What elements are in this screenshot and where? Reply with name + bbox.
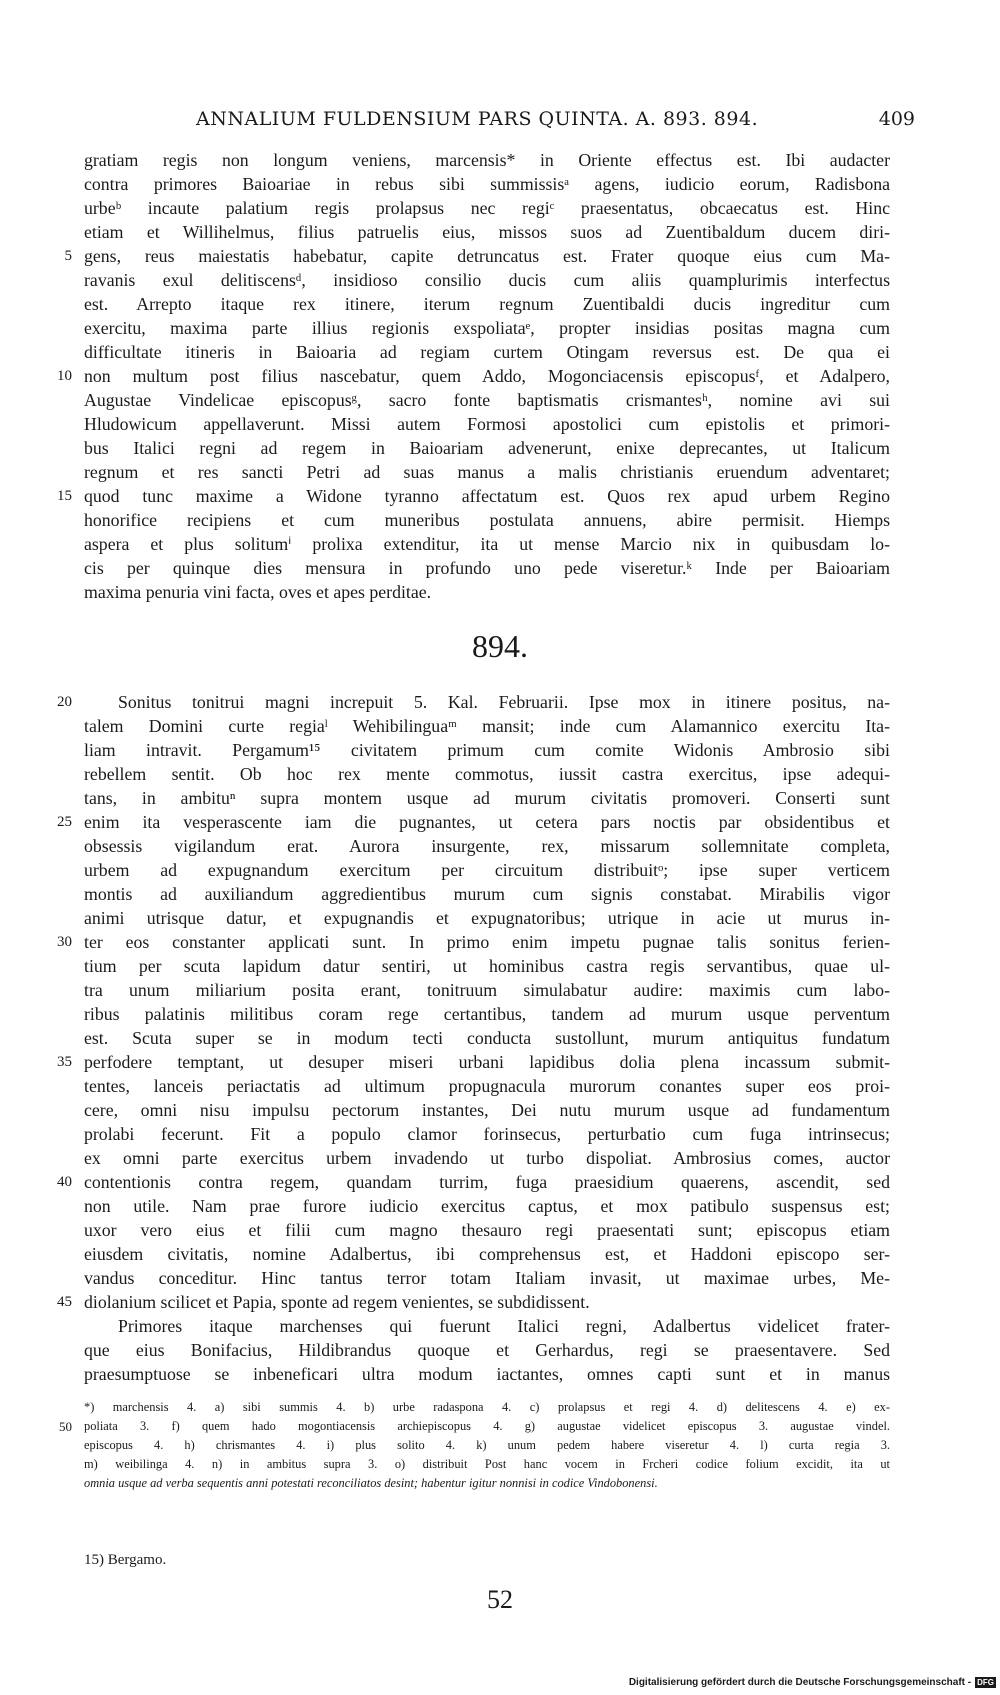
text-line: tra unum miliarium posita erant, tonitruum simulabatur audire: maximis cum labo-	[84, 980, 890, 1000]
footnote-line: omnia usque ad verba sequentis anni potestati reconciliatos desint; habentur igitur nonnisi in codice Vindobonensi.	[84, 1476, 658, 1490]
text-line: praesumptuose se inbeneficari ultra modum iactantes, omnes capti sunt et in manus	[84, 1364, 890, 1384]
line-number: 10	[57, 368, 72, 384]
line-number: 45	[57, 1294, 72, 1310]
year-heading: 894.	[472, 628, 528, 664]
text-line: uxor vero eius et filii cum magno thesauro regi praesentati sunt; episcopus etiam	[84, 1220, 890, 1240]
text-line: etiam et Willihelmus, filius patruelis eius, missos suos ad Zuentibaldum ducem diri-	[84, 222, 890, 242]
text-line: difficultate itineris in Baioaria ad regiam curtem Otingam reversus est. De qua ei	[84, 342, 890, 362]
endnote: 15) Bergamo.	[84, 1552, 167, 1568]
text-line: exercitu, maxima parte illius regionis exspoliataᵉ, propter insidias positas magna cum	[84, 318, 890, 338]
sheet-signature: 52	[487, 1585, 513, 1614]
text-line: quod tunc maxime a Widone tyranno affectatum est. Quos rex apud urbem Regino	[84, 486, 890, 506]
footnote-line: *) marchensis 4. a) sibi summis 4. b) urbe radaspona 4. c) prolapsus et regi 4. d) delitescens 4. e) ex-	[84, 1400, 890, 1414]
text-line: contentionis contra regem, quandam turrim, fuga praesidium quaerens, ascendit, sed	[84, 1172, 890, 1192]
text-line: rebellem sentit. Ob hoc rex mente commotus, iussit castra exercitus, ipse adequi-	[84, 764, 890, 784]
text-line: vandus conceditur. Hinc tantus terror totam Italiam invasit, ut maximae urbes, Me-	[84, 1268, 890, 1288]
line-number: 30	[57, 934, 72, 950]
text-line: prolabi fecerunt. Fit a populo clamor forinsecus, perturbatio cum fuga intrinsecus;	[84, 1124, 890, 1144]
running-title: ANNALIUM FULDENSIUM PARS QUINTA. A. 893. 894.	[196, 108, 759, 130]
text-line: ex omni parte exercitus urbem invadendo ut turbo dispoliat. Ambrosius comes, auctor	[84, 1148, 890, 1168]
text-line: aspera et plus solitumⁱ prolixa extenditur, ita ut mense Marcio nix in quibusdam lo-	[84, 534, 890, 554]
text-line: talem Domini curte regiaˡ Wehibilinguaᵐ mansit; inde cum Alamannico exercitu Ita-	[84, 716, 890, 736]
digitization-credit	[629, 1677, 996, 1688]
text-line: Primores itaque marchenses qui fuerunt Italici regni, Adalbertus videlicet frater-	[118, 1316, 890, 1336]
text-line: urbeᵇ incaute palatium regis prolapsus nec regiᶜ praesentatus, obcaecatus est. Hinc	[84, 198, 890, 218]
text-line: tans, in ambituⁿ supra montem usque ad murum civitatis promoveri. Conserti sunt	[84, 788, 890, 808]
text-line: non multum post filius nascebatur, quem Addo, Mogonciacensis episcopusᶠ, et Adalpero,	[84, 366, 890, 386]
footnote-line: poliata 3. f) quem hado mogontiacensis archiepiscopus 4. g) augustae videlicet episcopus 3. augustae vindel.	[84, 1419, 890, 1433]
text-line: urbem ad expugnandum exercitum per circuitum distribuitᵒ; ipse super verticem	[84, 860, 890, 880]
text-line: cis per quinque dies mensura in profundo uno pede viseretur.ᵏ Inde per Baioariam	[84, 558, 890, 578]
text-line: est. Arrepto itaque rex itinere, iterum regnum Zuentibaldi ducis ingreditur cum	[84, 294, 890, 314]
text-line: ravanis exul delitiscensᵈ, insidioso consilio ducis cum aliis quamplurimis interfectus	[84, 270, 890, 290]
line-number: 40	[57, 1174, 72, 1190]
text-line: perfodere temptant, ut desuper miseri urbani lapidibus dolia plena incassum submit-	[84, 1052, 890, 1072]
text-line: animi utrisque datur, et expugnandis et expugnatoribus; utrique in acie ut murus in-	[84, 908, 890, 928]
text-line: tium per scuta lapidum datur sentiri, ut hominibus castra regis servantibus, quae ul-	[84, 956, 890, 976]
dfg-logo: DFG	[977, 1678, 994, 1687]
text-line: non utile. Nam prae furore iudicio exercitus captus, et mox patibulo suspensus est;	[84, 1196, 890, 1216]
text-line: ter eos constanter applicati sunt. In primo enim impetu pugnae talis sonitus ferien-	[84, 932, 890, 952]
text-line: enim ita vesperascente iam die pugnantes, ut cetera pars noctis par obsidentibus et	[84, 812, 890, 832]
text-line: obsessis vigilandum erat. Aurora insurgente, rex, missarum sollemnitate completa,	[84, 836, 890, 856]
text-line: bus Italici regni ad regem in Baioariam advenerunt, enixe deprecantes, ut Italicum	[84, 438, 890, 458]
text-line: montis ad auxiliandum aggredientibus murum cum signis constabat. Mirabilis vigor	[84, 884, 890, 904]
footnote-line: episcopus 4. h) chrismantes 4. i) plus solito 4. k) unum pedem habere viseretur 4. l) curta regia 3.	[84, 1438, 890, 1452]
line-number: 20	[57, 694, 72, 710]
footnote-line-number: 50	[59, 1419, 72, 1434]
text-line: est. Scuta super se in modum tecti conducta sustollunt, murum antiquitus fundatum	[84, 1028, 890, 1048]
page-number: 409	[878, 108, 915, 130]
text-line: maxima penuria vini facta, oves et apes perditae.	[84, 582, 432, 602]
text-line: honorifice recipiens et cum muneribus postulata annuens, abire permisit. Hiemps	[84, 510, 890, 530]
line-number: 5	[64, 248, 72, 264]
line-number: 35	[57, 1054, 72, 1070]
line-number: 15	[57, 488, 72, 504]
text-line: liam intravit. Pergamum¹⁵ civitatem primum cum comite Widonis Ambrosio sibi	[84, 740, 890, 760]
text-line: gens, reus maiestatis habebatur, capite detruncatus est. Frater quoque eius cum Ma-	[84, 246, 890, 266]
running-header	[80, 108, 915, 138]
text-line: Hludowicum appellaverunt. Missi autem Formosi apostolici cum epistolis et primori-	[84, 414, 890, 434]
text-line: que eius Bonifacius, Hildibrandus quoque et Gerhardus, regi se praesentavere. Sed	[84, 1340, 890, 1360]
text-line: tentes, lanceis periactatis ad ultimum propugnacula murorum conantes super eos proi-	[84, 1076, 890, 1096]
footnote-line: m) weibilinga 4. n) in ambitus supra 3. o) distribuit Post hanc vocem in Frcheri codice folium excidit, ita ut	[84, 1457, 890, 1471]
text-line: cere, omni nisu impulsu pectorum instantes, Dei nutu murum usque ad fundamentum	[84, 1100, 890, 1120]
text-line: gratiam regis non longum veniens, marcensis* in Oriente effectus est. Ibi audacter	[84, 150, 890, 170]
line-number: 25	[57, 814, 72, 830]
text-line: Augustae Vindelicae episcopusᵍ, sacro fonte baptismatis crismantesʰ, nomine avi sui	[84, 390, 890, 410]
text-line: diolanium scilicet et Papia, sponte ad regem venientes, se subdidissent.	[84, 1292, 590, 1312]
text-line: contra primores Baioariae in rebus sibi summissisᵃ agens, iudicio eorum, Radisbona	[84, 174, 890, 194]
text-line: ribus palatinis militibus coram rege certantibus, tandem ad murum usque perventum	[84, 1004, 890, 1024]
text-line: eiusdem civitatis, nomine Adalbertus, ibi comprehensus est, et Haddoni episcopo ser-	[84, 1244, 890, 1264]
text-line: Sonitus tonitrui magni increpuit 5. Kal. Februarii. Ipse mox in itinere positus, na-	[118, 692, 890, 712]
credit-text: Digitalisierung gefördert durch die Deutsche Forschungsgemeinschaft -	[628, 1677, 972, 1688]
text-line: regnum et res sancti Petri ad suas manus a malis christianis eruendum adventaret;	[84, 462, 890, 482]
